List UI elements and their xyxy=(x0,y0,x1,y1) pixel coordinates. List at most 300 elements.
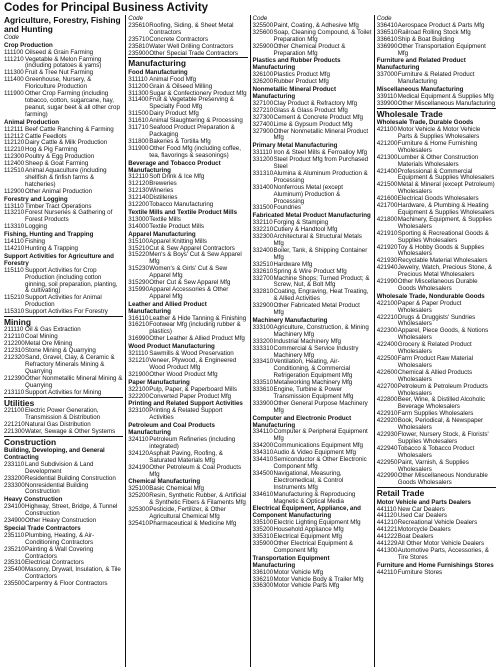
activity-description: Support Activities for Animal Production xyxy=(25,294,102,309)
activity-description: Paint, Varnish, & Supplies Wholesalers xyxy=(397,458,469,473)
code-row xyxy=(253,79,372,86)
naics-code: 213110 xyxy=(4,388,25,396)
sector-title: Mining xyxy=(4,317,31,328)
activity-description: Dairy Product Mfg xyxy=(149,110,199,118)
naics-code: 421930 xyxy=(376,257,398,265)
naics-code: 422100 xyxy=(376,299,398,307)
naics-code: 235210 xyxy=(4,545,25,553)
activity-description: Jewelry, Watch, Precious Stone, & Precious Metal Wholesalers xyxy=(397,264,492,279)
code-row xyxy=(128,372,247,379)
naics-code: 323100 xyxy=(128,407,149,415)
naics-code: 336990 xyxy=(376,42,398,50)
activity-description: Architectural & Structural Metals Mfg xyxy=(273,233,362,247)
naics-code: 422940 xyxy=(376,444,398,452)
activity-description: Electric Power Generation, Transmission & Distribution xyxy=(25,406,101,421)
naics-code: 334110 xyxy=(252,428,273,436)
naics-code: 112111 xyxy=(4,125,24,133)
code-row xyxy=(128,322,247,336)
activity-description: Electric Lighting Equipment Mfg xyxy=(273,519,361,527)
naics-code: 112112 xyxy=(4,132,24,140)
naics-code: 311200 xyxy=(128,82,149,90)
naics-code: 441222 xyxy=(376,533,398,541)
activity-description: Forging & Stamping xyxy=(273,219,329,227)
activity-description: Roofing, Siding, & Sheet Metal Contractors xyxy=(149,21,234,36)
naics-code: 336610 xyxy=(376,35,398,43)
naics-code: 327300 xyxy=(252,113,274,121)
subsector-heading: Crop Production xyxy=(4,41,53,49)
naics-code: 333310 xyxy=(252,344,274,352)
activity-description: Paper & Paper Product Wholesalers xyxy=(397,299,462,314)
sector-title: Wholesale Trade xyxy=(376,108,443,119)
subsector-heading: Fabricated Metal Product Manufacturing xyxy=(252,212,371,220)
naics-code: 421400 xyxy=(376,167,398,175)
code-row xyxy=(4,533,123,547)
activity-description: Pharmaceutical & Medicine Mfg xyxy=(149,519,237,527)
activity-description: Automotive Parts, Accessories, & Tire Stores xyxy=(397,546,489,561)
page-title: Codes for Principal Business Activity xyxy=(4,2,209,14)
subsector-heading: Motor Vehicle and Parts Dealers xyxy=(376,498,471,506)
code-row xyxy=(4,77,123,91)
activity-description: Foundries xyxy=(273,204,302,212)
sector-block xyxy=(4,436,123,589)
activity-description: Metal Ore Mining xyxy=(25,340,73,348)
naics-code: 233110 xyxy=(4,460,25,468)
activity-description: Aerospace Product & Parts Mfg xyxy=(397,21,485,29)
activity-description: Engine, Turbine & Power Transmission Equipment Mfg xyxy=(273,386,354,400)
code-column-header: Code xyxy=(4,33,19,41)
naics-code: 311900 xyxy=(128,144,149,152)
naics-code: 312110 xyxy=(128,173,149,181)
code-row xyxy=(128,202,247,209)
code-row xyxy=(4,224,123,231)
code-row xyxy=(377,141,496,155)
activity-description: Women's & Girls' Cut & Sew Apparel Mfg xyxy=(149,265,228,280)
naics-code: 333410 xyxy=(252,358,274,366)
naics-code: 336210 xyxy=(252,575,274,583)
naics-code: 115210 xyxy=(4,294,25,302)
naics-code: 112120 xyxy=(4,139,25,147)
naics-code: 235110 xyxy=(4,531,25,539)
activity-description: Beef Cattle Ranching & Farming xyxy=(25,125,114,133)
naics-code: 315100 xyxy=(128,237,149,245)
code-row xyxy=(253,401,372,415)
naics-code: 332700 xyxy=(252,274,274,282)
code-row xyxy=(377,169,496,183)
activity-description: Other Chemical Product & Preparation Mfg xyxy=(273,42,346,57)
naics-code: 315220 xyxy=(128,251,149,259)
activity-description: Other Transportation Equipment Mfg xyxy=(397,42,486,57)
code-row xyxy=(253,387,372,401)
activity-description: Paint, Coating, & Adhesive Mfg xyxy=(273,21,359,29)
activity-description: Communications Equipment Mfg xyxy=(273,442,363,450)
naics-code: 311400 xyxy=(128,96,149,104)
activity-description: Sugar & Confectionery Product Mfg xyxy=(149,89,247,97)
sector-block xyxy=(4,397,123,436)
activity-description: Residential Building Construction xyxy=(25,474,116,482)
activity-description: Fruit & Vegetable Preserving & Specialty Food Mfg xyxy=(149,96,234,111)
code-row xyxy=(377,548,496,562)
naics-code: 315990 xyxy=(128,285,149,293)
subsector-heading: Apparel Manufacturing xyxy=(128,230,196,238)
code-row xyxy=(4,309,123,316)
naics-code: 333900 xyxy=(252,399,274,407)
activity-description: Motor Vehicle Body & Trailer Mfg xyxy=(273,575,364,583)
naics-code: 335200 xyxy=(252,526,274,534)
naics-code: 212310 xyxy=(4,347,25,355)
activity-description: Carpentry & Floor Contractors xyxy=(25,580,108,588)
naics-code: 327400 xyxy=(252,120,274,128)
subsector-heading: Plastics and Rubber Products Manufacturing xyxy=(252,57,341,72)
code-row xyxy=(377,370,496,384)
activity-description: Pesticide, Fertilizer, & Other Agricultural Chemical Mfg xyxy=(149,506,226,520)
code-row xyxy=(4,567,123,581)
naics-code: 332300 xyxy=(252,233,274,241)
naics-code: 422990 xyxy=(376,472,398,480)
code-row xyxy=(377,44,496,58)
naics-code: 332810 xyxy=(252,288,274,296)
naics-code: 111100 xyxy=(4,48,24,56)
subsector-heading: Building, Developing, and General Contracting xyxy=(4,446,105,461)
activity-description: Painting & Wall Covering Contractors xyxy=(25,545,94,560)
code-row xyxy=(253,541,372,555)
activity-description: Natural Gas Distribution xyxy=(25,420,91,428)
activity-description: Other Animal Production xyxy=(25,187,93,195)
code-row xyxy=(128,358,247,372)
activity-description: Footwear Mfg (including rubber & plastics) xyxy=(149,321,241,336)
naics-code: 326200 xyxy=(252,78,274,86)
subsector-heading: Special Trade Contractors xyxy=(4,524,81,532)
subsector-heading: Computer and Electronic Product Manufacturing xyxy=(252,414,352,429)
naics-code: 332210 xyxy=(252,226,274,234)
naics-code: 112510 xyxy=(4,167,25,175)
activity-description: Boat Dealers xyxy=(397,533,434,541)
activity-description: Land Subdivision & Land Development xyxy=(25,460,94,475)
code-row xyxy=(253,303,372,317)
code-row xyxy=(4,210,123,224)
subsector-heading: Food Manufacturing xyxy=(128,68,188,76)
naics-code: 332400 xyxy=(252,246,274,254)
activity-description: Used Car Dealers xyxy=(397,512,447,520)
activity-description: Boiler, Tank, & Shipping Container Mfg xyxy=(273,246,368,261)
activity-description: Lime & Gypsum Product Mfg xyxy=(273,120,353,128)
code-row xyxy=(253,30,372,44)
activity-description: Hog & Pig Farming xyxy=(25,146,78,154)
code-row xyxy=(128,266,247,280)
code-row xyxy=(253,248,372,262)
activity-description: Sand, Gravel, Clay, & Ceramic & Refractory Minerals Mining & Quarrying xyxy=(25,354,115,375)
naics-code: 321210 xyxy=(128,357,149,364)
activity-description: Coating, Engraving, Heat Treating, & Allied Activities xyxy=(273,288,369,303)
naics-code: 334310 xyxy=(252,449,274,457)
activity-description: Other Miscellaneous Manufacturing xyxy=(397,99,496,107)
activity-description: Hardware, & Plumbing & Heating Equipment & Supplies Wholesalers xyxy=(397,202,495,216)
naics-code: 422300 xyxy=(376,327,398,335)
code-row xyxy=(253,276,372,290)
naics-code: 315230 xyxy=(128,265,149,273)
activity-description: Beer, Wine, & Distilled Alcoholic Beverage Wholesalers xyxy=(397,396,486,411)
subsector-heading: Furniture and Home Furnishings Stores xyxy=(376,561,494,569)
code-row xyxy=(4,581,123,588)
activity-description: Apparel Accessories & Other Apparel Mfg xyxy=(149,285,229,300)
naics-code: 315210 xyxy=(128,244,149,252)
naics-code: 221210 xyxy=(4,420,25,428)
activity-description: Logging xyxy=(25,223,48,231)
code-row xyxy=(4,57,123,71)
naics-code: 421300 xyxy=(376,153,398,161)
naics-code: 327900 xyxy=(252,127,274,135)
naics-code: 336410 xyxy=(376,21,398,29)
activity-description: Apparel, Piece Goods, & Notions Wholesalers xyxy=(397,327,489,342)
activity-description: Glass & Glass Product Mfg xyxy=(273,106,348,114)
activity-description: Lumber & Other Construction Materials Wholesalers xyxy=(397,153,479,168)
naics-code: 331200 xyxy=(252,156,274,164)
code-columns xyxy=(2,15,498,667)
activity-description: Soft Drink & Ice Mfg xyxy=(149,173,205,181)
subsector-heading: Transportation Equipment Manufacturing xyxy=(252,554,330,569)
naics-code: 311300 xyxy=(128,89,149,97)
sector-block xyxy=(128,15,247,57)
sector-block xyxy=(4,316,123,396)
subsector-heading: Animal Production xyxy=(4,118,60,126)
code-row xyxy=(377,328,496,342)
activity-description: Seafood Product Preparation & Packaging xyxy=(149,124,235,138)
activity-description: Masonry, Drywall, Insulation, & Tile Contractors xyxy=(25,566,121,581)
activity-description: Ship & Boat Building xyxy=(397,35,455,43)
naics-code: 322100 xyxy=(128,385,149,393)
naics-code: 112400 xyxy=(4,160,25,168)
activity-description: Other Miscellaneous Nondurable Goods Wholesalers xyxy=(397,472,488,487)
naics-code: 421600 xyxy=(376,195,398,203)
activity-description: Recyclable Material Wholesalers xyxy=(397,257,488,265)
activity-description: Printing & Related Support Activities xyxy=(149,407,223,422)
naics-code: 334410 xyxy=(252,456,274,464)
naics-code: 212390 xyxy=(4,374,25,382)
code-row xyxy=(4,518,123,525)
naics-code: 325410 xyxy=(128,519,149,527)
subsector-heading: Electrical Equipment, Appliance, and Component Manufacturing xyxy=(252,505,361,520)
subsector-heading: Wholesale Trade, Durable Goods xyxy=(376,119,474,127)
activity-description: Tobacco & Tobacco Product Wholesalers xyxy=(397,444,475,459)
code-row xyxy=(377,446,496,460)
activity-description: Railroad Rolling Stock Mfg xyxy=(397,28,471,36)
naics-code: 114210 xyxy=(4,245,25,252)
code-row xyxy=(128,493,247,507)
code-row xyxy=(4,429,123,436)
naics-code: 114110 xyxy=(4,238,24,246)
activity-description: Ventilation, Heating, Air-Conditioning, & Commercial Refrigeration Equipment Mfg xyxy=(273,358,353,380)
naics-code: 334500 xyxy=(252,469,274,477)
subsector-heading: Miscellaneous Manufacturing xyxy=(376,86,464,94)
naics-code: 441229 xyxy=(376,540,398,548)
naics-code: 441110 xyxy=(376,505,397,513)
sector-block xyxy=(377,487,496,576)
subsector-heading: Chemical Manufacturing xyxy=(128,478,201,486)
activity-description: Grocery & Related Product Wholesalers xyxy=(397,341,472,356)
activity-description: Cement & Concrete Product Mfg xyxy=(273,113,363,121)
activity-description: Greenhouse, Nursery, & Floriculture Production xyxy=(25,76,92,91)
naics-code: 235500 xyxy=(4,580,25,588)
sector-block xyxy=(377,15,496,108)
code-column xyxy=(125,15,249,667)
activity-description: Men's & Boys' Cut & Sew Apparel Mfg xyxy=(149,251,242,266)
activity-description: Poultry & Egg Production xyxy=(25,153,95,161)
activity-description: Animal Food Mfg xyxy=(149,75,197,83)
activity-description: Electrical Equipment Mfg xyxy=(273,533,342,541)
code-row xyxy=(128,51,247,58)
naics-code: 421800 xyxy=(376,215,398,223)
naics-code: 235810 xyxy=(128,42,149,50)
activity-description: Farm Supplies Wholesalers xyxy=(397,410,474,418)
naics-code: 312120 xyxy=(128,180,149,188)
subsector-heading: Primary Metal Manufacturing xyxy=(252,142,338,150)
naics-code: 313000 xyxy=(128,215,149,223)
naics-code: 314000 xyxy=(128,222,149,230)
code-row xyxy=(377,301,496,315)
naics-code: 234900 xyxy=(4,517,25,525)
naics-code: 422910 xyxy=(376,410,398,418)
naics-code: 321110 xyxy=(128,350,148,358)
naics-code: 422930 xyxy=(376,430,398,438)
naics-code: 311800 xyxy=(128,137,149,145)
activity-description: Basic Chemical Mfg xyxy=(149,485,204,493)
subsector-heading: Nonmetallic Mineral Product Manufacturing xyxy=(252,86,337,100)
activity-description: Leather & Hide Tanning & Finishing xyxy=(149,314,247,322)
code-row xyxy=(253,359,372,380)
code-row xyxy=(4,91,123,119)
activity-description: Furniture & Home Furnishing Wholesalers xyxy=(397,139,478,154)
subsector-heading: Support Activities for Agriculture and Forestry xyxy=(4,252,114,267)
naics-code: 332110 xyxy=(252,219,273,227)
activity-description: Grain & Oilseed Milling xyxy=(149,82,213,90)
code-row xyxy=(377,384,496,398)
naics-code: 332610 xyxy=(252,267,274,275)
activity-description: Fruit & Tree Nut Farming xyxy=(25,69,94,77)
activity-description: Soap, Cleaning Compound, & Toilet Preparation Mfg xyxy=(273,28,372,43)
code-row xyxy=(128,507,247,521)
naics-code: 334200 xyxy=(252,442,274,450)
code-row xyxy=(128,125,247,139)
activity-description: Sawmills & Wood Preservation xyxy=(149,350,234,358)
activity-description: Other Electrical Equipment & Component Mfg xyxy=(273,539,353,554)
naics-code: 324120 xyxy=(128,449,149,457)
naics-code: 335100 xyxy=(252,519,274,527)
activity-description: Toy & Hobby Goods & Supplies Wholesalers xyxy=(397,243,485,258)
activity-description: Clay Product & Refractory Mfg xyxy=(273,99,358,107)
naics-code: 221300 xyxy=(4,427,25,435)
code-column-header: Code xyxy=(128,15,144,22)
naics-code: 421200 xyxy=(376,139,398,147)
activity-description: Petroleum Refineries (including integrated) xyxy=(149,435,236,450)
subsector-heading: Forestry and Logging xyxy=(4,195,68,203)
activity-description: Other Crop Farming (including tobacco, cotton, sugarcane, hay, peanut, sugar beet & all other crop farming) xyxy=(25,90,120,118)
naics-code: 333200 xyxy=(252,337,274,345)
activity-description: Support Activities for Crop Production (including cotton ginning, soil preparation, planting, & cultivating) xyxy=(25,266,118,295)
naics-code: 325300 xyxy=(128,506,149,514)
naics-code: 421100 xyxy=(376,126,397,134)
naics-code: 421940 xyxy=(376,264,398,272)
naics-code: 441210 xyxy=(376,519,398,527)
code-row xyxy=(253,129,372,143)
naics-code: 422400 xyxy=(376,341,398,349)
activity-description: Plastics Product Mfg xyxy=(273,71,330,79)
activity-description: Motor Vehicle Parts Mfg xyxy=(273,582,340,590)
code-row xyxy=(253,289,372,303)
activity-description: Veneer, Plywood, & Engineered Wood Product Mfg xyxy=(149,357,237,371)
naics-code: 111400 xyxy=(4,76,24,84)
activity-description: Water Well Drilling Contractors xyxy=(149,42,234,50)
activity-description: Other General Purpose Machinery Mfg xyxy=(273,399,368,414)
naics-code: 312140 xyxy=(128,194,149,202)
code-column xyxy=(250,15,374,667)
activity-description: Apparel Knitting Mills xyxy=(149,237,208,245)
code-row xyxy=(128,287,247,301)
code-row xyxy=(377,397,496,411)
naics-code: 327100 xyxy=(252,99,274,107)
code-row xyxy=(253,44,372,58)
naics-code: 311110 xyxy=(128,75,148,83)
code-row xyxy=(4,295,123,309)
naics-code: 422920 xyxy=(376,417,398,425)
activity-description: Industrial Machinery Mfg xyxy=(273,337,341,345)
code-row xyxy=(377,72,496,86)
sector-block xyxy=(377,108,496,487)
activity-description: Textile Mills xyxy=(149,215,181,223)
code-column xyxy=(374,15,498,667)
activity-description: Chemical & Allied Products Wholesalers xyxy=(397,368,473,383)
subsector-heading: Paper Manufacturing xyxy=(128,378,190,386)
naics-code: 441120 xyxy=(376,512,397,520)
code-row xyxy=(377,356,496,370)
naics-code: 422500 xyxy=(376,355,398,362)
code-row xyxy=(4,168,123,189)
activity-description: Book, Periodical, & Newspaper Wholesalers xyxy=(397,417,484,432)
naics-code: 111210 xyxy=(4,55,24,63)
code-row xyxy=(128,437,247,451)
activity-description: Metal & Mineral (except Petroleum) Wholesalers xyxy=(397,181,495,196)
activity-description: Spring & Wire Product Mfg xyxy=(273,267,347,275)
code-row xyxy=(377,182,496,196)
naics-code: 113310 xyxy=(4,223,25,231)
naics-code: 422800 xyxy=(376,396,398,404)
naics-code: 331500 xyxy=(252,204,274,212)
naics-code: 339110 xyxy=(376,92,397,100)
activity-description: Electrical Goods Wholesalers xyxy=(397,195,479,203)
code-row xyxy=(4,462,123,476)
naics-code: 332510 xyxy=(252,260,274,268)
activity-description: Vegetable & Melon Farming (including potatoes & yams) xyxy=(25,55,102,70)
activity-description: Motor Vehicle Mfg xyxy=(273,568,324,576)
activity-description: Commercial & Service Industry Machinery Mfg xyxy=(273,344,359,359)
activity-description: Other Nonmetallic Mineral Mining & Quarrying xyxy=(25,374,123,389)
naics-code: 442110 xyxy=(376,568,397,576)
naics-code: 234100 xyxy=(4,503,25,511)
code-row xyxy=(128,465,247,479)
naics-code: 441300 xyxy=(376,546,398,554)
naics-code: 115110 xyxy=(4,266,24,274)
code-row xyxy=(253,205,372,212)
activity-description: Pulp, Paper, & Paperboard Mills xyxy=(149,385,237,393)
naics-code: 332900 xyxy=(252,302,274,310)
naics-code: 325500 xyxy=(252,21,274,29)
naics-code: 321900 xyxy=(128,370,149,378)
activity-description: Semiconductor & Other Electronic Component Mfg xyxy=(273,456,367,470)
naics-code: 233200 xyxy=(4,474,25,482)
code-row xyxy=(128,521,247,528)
naics-code: 112300 xyxy=(4,153,25,161)
activity-description: Professional & Commercial Equipment & Supplies Wholesalers xyxy=(397,167,495,182)
activity-description: Cattle Feedlots xyxy=(25,132,67,140)
activity-description: Nonresidential Building Construction xyxy=(25,481,89,496)
